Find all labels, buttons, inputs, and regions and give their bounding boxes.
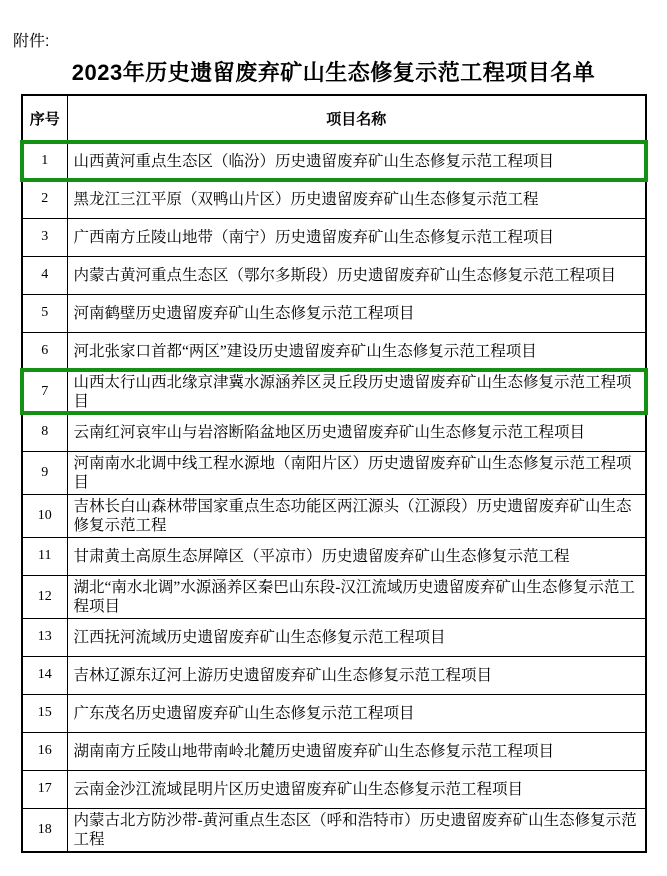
- project-name: 甘肃黄土高原生态屏障区（平凉市）历史遗留废弃矿山生态修复示范工程: [67, 537, 646, 575]
- project-name: 山西黄河重点生态区（临汾）历史遗留废弃矿山生态修复示范工程项目: [67, 142, 646, 180]
- row-index: 14: [22, 656, 67, 694]
- project-name: 河南南水北调中线工程水源地（南阳片区）历史遗留废弃矿山生态修复示范工程项目: [67, 451, 646, 494]
- row-index: 17: [22, 770, 67, 808]
- row-index: 4: [22, 256, 67, 294]
- project-name: 内蒙古北方防沙带-黄河重点生态区（呼和浩特市）历史遗留废弃矿山生态修复示范工程: [67, 808, 646, 852]
- project-name: 广东茂名历史遗留废弃矿山生态修复示范工程项目: [67, 694, 646, 732]
- column-header-name: 项目名称: [67, 95, 646, 142]
- row-index: 13: [22, 618, 67, 656]
- table-row: [22, 294, 646, 332]
- table-row: [22, 808, 646, 852]
- table-row: [22, 618, 646, 656]
- project-name: 湖北“南水北调”水源涵养区秦巴山东段-汉江流域历史遗留废弃矿山生态修复示范工程项目: [67, 575, 646, 618]
- row-index: 1: [22, 142, 67, 180]
- table-row: [22, 694, 646, 732]
- table-row: [22, 656, 646, 694]
- header-row: [22, 95, 646, 142]
- project-name: 山西太行山西北缘京津冀水源涵养区灵丘段历史遗留废弃矿山生态修复示范工程项目: [67, 370, 646, 413]
- row-index: 9: [22, 451, 67, 494]
- row-index: 3: [22, 218, 67, 256]
- project-name: 河北张家口首都“两区”建设历史遗留废弃矿山生态修复示范工程项目: [67, 332, 646, 370]
- row-index: 6: [22, 332, 67, 370]
- row-index: 8: [22, 413, 67, 451]
- row-index: 2: [22, 180, 67, 218]
- project-name: 黑龙江三江平原（双鸭山片区）历史遗留废弃矿山生态修复示范工程: [67, 180, 646, 218]
- table-row-highlighted: [22, 370, 646, 413]
- row-index: 16: [22, 732, 67, 770]
- row-index: 18: [22, 808, 67, 852]
- project-name: 吉林辽源东辽河上游历史遗留废弃矿山生态修复示范工程项目: [67, 656, 646, 694]
- table-row: [22, 770, 646, 808]
- attachment-label: 附件:: [13, 33, 50, 50]
- row-index: 10: [22, 494, 67, 537]
- project-name: 广西南方丘陵山地带（南宁）历史遗留废弃矿山生态修复示范工程项目: [67, 218, 646, 256]
- project-name: 云南红河哀牢山与岩溶断陷盆地区历史遗留废弃矿山生态修复示范工程项目: [67, 413, 646, 451]
- table-row: [22, 537, 646, 575]
- table-row: [22, 256, 646, 294]
- table-row: [22, 494, 646, 537]
- row-index: 7: [22, 370, 67, 413]
- page-title: 2023年历史遗留废弃矿山生态修复示范工程项目名单: [71, 60, 596, 85]
- table-row: [22, 575, 646, 618]
- table-row: [22, 451, 646, 494]
- project-name: 云南金沙江流域昆明片区历史遗留废弃矿山生态修复示范工程项目: [67, 770, 646, 808]
- project-name: 湖南南方丘陵山地带南岭北麓历史遗留废弃矿山生态修复示范工程项目: [67, 732, 646, 770]
- project-name: 内蒙古黄河重点生态区（鄂尔多斯段）历史遗留废弃矿山生态修复示范工程项目: [67, 256, 646, 294]
- row-index: 11: [22, 537, 67, 575]
- table-header: [22, 95, 646, 142]
- row-index: 5: [22, 294, 67, 332]
- table-row-highlighted: [22, 142, 646, 180]
- table-row: [22, 732, 646, 770]
- table-row: [22, 218, 646, 256]
- row-index: 12: [22, 575, 67, 618]
- project-name: 江西抚河流域历史遗留废弃矿山生态修复示范工程项目: [67, 618, 646, 656]
- row-index: 15: [22, 694, 67, 732]
- project-name: 河南鹤壁历史遗留废弃矿山生态修复示范工程项目: [67, 294, 646, 332]
- table-row: [22, 413, 646, 451]
- table-row: [22, 332, 646, 370]
- table-row: [22, 180, 646, 218]
- column-header-index: 序号: [22, 95, 67, 142]
- project-table: [21, 94, 647, 853]
- table-body: [22, 142, 646, 852]
- project-name: 吉林长白山森林带国家重点生态功能区两江源头（江源段）历史遗留废弃矿山生态修复示范工程: [67, 494, 646, 537]
